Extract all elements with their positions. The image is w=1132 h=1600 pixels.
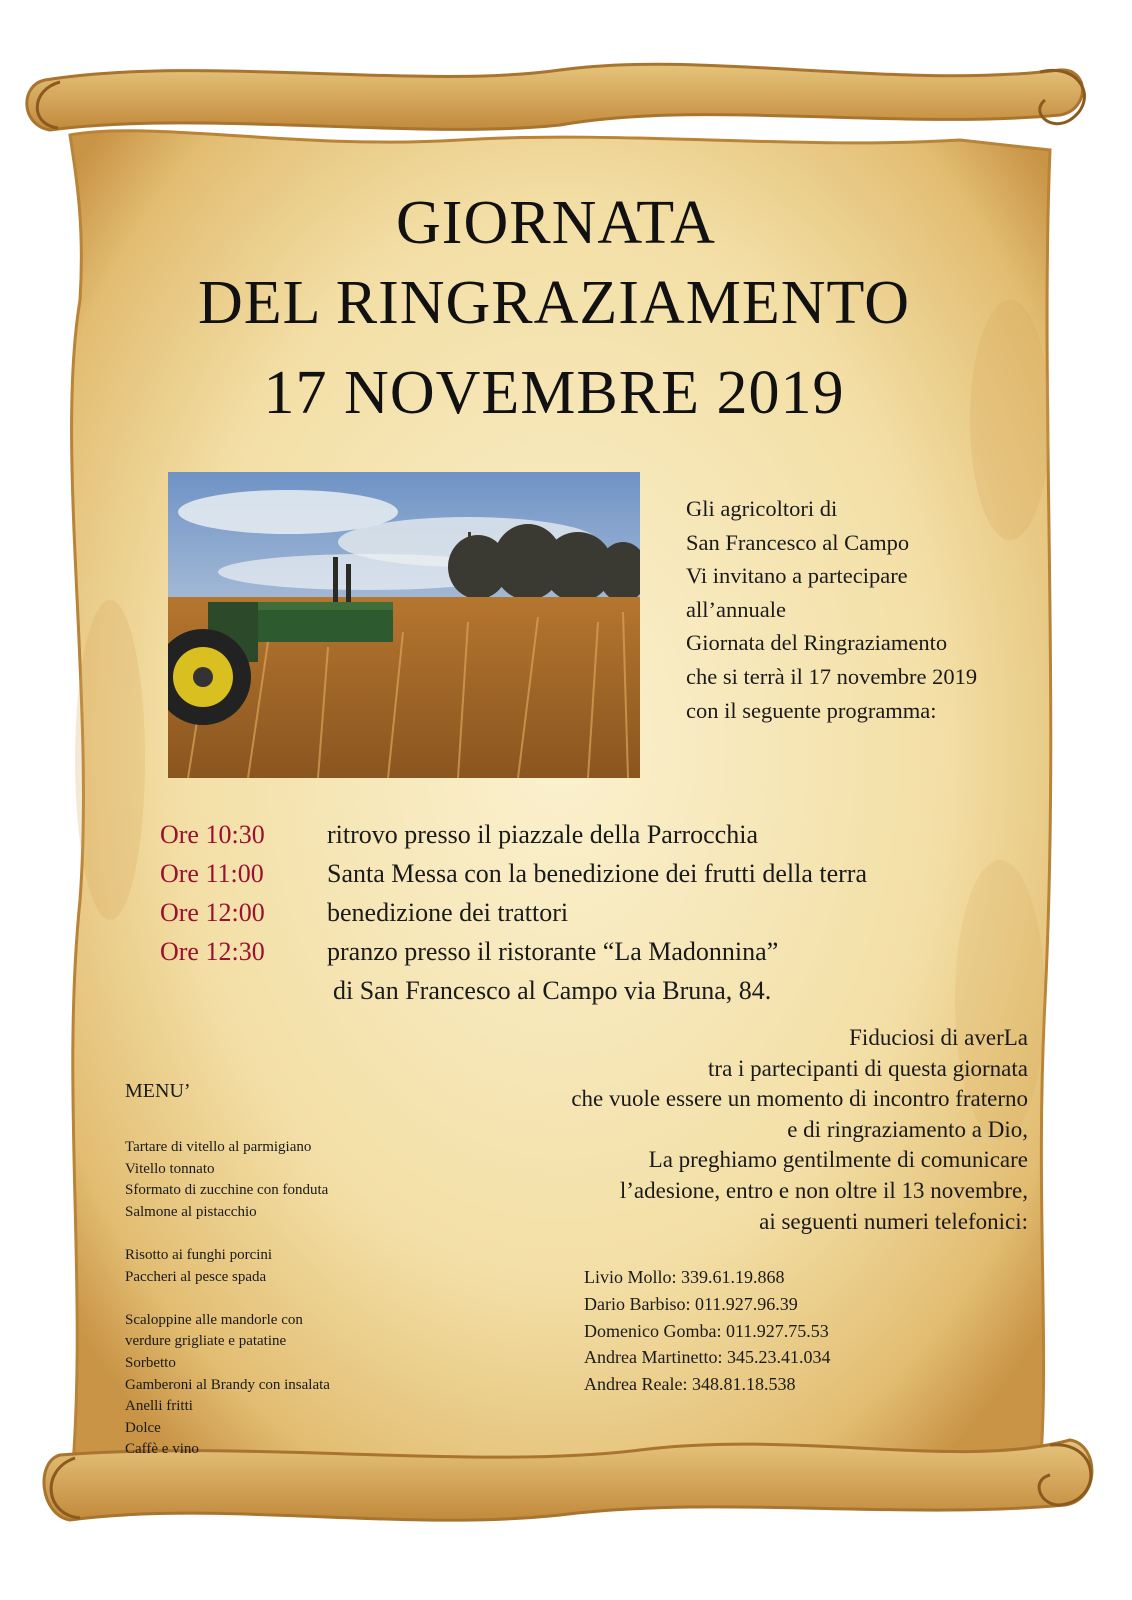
menu-item: Dolce — [125, 1419, 161, 1436]
program-row — [160, 932, 867, 971]
intro-line: San Francesco al Campo — [686, 529, 910, 555]
intro-line: Vi invitano a partecipare — [686, 563, 908, 589]
program-row — [160, 893, 867, 932]
menu-item: verdure grigliate e patatine — [125, 1333, 287, 1350]
title-line-1: GIORNATA — [396, 189, 716, 257]
menu-item: Caffè e vino — [125, 1441, 199, 1458]
tractor-field-photo — [168, 472, 640, 778]
menu-item: Salmone al pistacchio — [125, 1203, 257, 1220]
program-activity: ritrovo presso il piazzale della Parrocchia — [327, 820, 758, 849]
closing-line: e di ringraziamento a Dio, — [787, 1116, 1028, 1142]
menu-item: Scaloppine alle mandorle con — [125, 1311, 303, 1328]
contact-item: Domenico Gomba: 011.927.75.53 — [584, 1320, 829, 1341]
closing-line: ai seguenti numeri telefonici: — [759, 1208, 1028, 1234]
program-address: di San Francesco al Campo via Bruna, 84. — [333, 976, 772, 1005]
closing-text — [571, 1023, 1028, 1237]
program-time: Ore 12:00 — [160, 898, 265, 927]
menu-list — [125, 1137, 330, 1461]
program-schedule — [160, 815, 867, 1010]
intro-line: che si terrà il 17 novembre 2019 — [686, 663, 978, 689]
program-time: Ore 12:30 — [160, 937, 265, 966]
closing-line: che vuole essere un momento di incontro fraterno — [571, 1086, 1028, 1112]
contact-item: Andrea Reale: 348.81.18.538 — [584, 1374, 796, 1395]
menu-title: MENU’ — [125, 1080, 191, 1102]
title-date: 17 NOVEMBRE 2019 — [263, 359, 845, 427]
program-activity: Santa Messa con la benedizione dei frutti della terra — [327, 859, 868, 888]
intro-line: con il seguente programma: — [686, 697, 937, 723]
title-line-2: DEL RINGRAZIAMENTO — [198, 269, 910, 337]
intro-text — [686, 492, 977, 727]
menu-item: Sformato di zucchine con fonduta — [125, 1182, 329, 1199]
closing-line: tra i partecipanti di questa giornata — [708, 1055, 1028, 1081]
contact-list — [584, 1264, 830, 1398]
menu-item: Risotto ai funghi porcini — [125, 1246, 273, 1263]
menu-item: Sorbetto — [125, 1354, 176, 1371]
contact-item: Dario Barbiso: 011.927.96.39 — [584, 1293, 798, 1314]
menu-item: Vitello tonnato — [125, 1160, 215, 1177]
menu-item: Gamberoni al Brandy con insalata — [125, 1376, 330, 1393]
contact-item: Andrea Martinetto: 345.23.41.034 — [584, 1347, 831, 1368]
menu-item: Anelli fritti — [125, 1398, 193, 1415]
closing-line: Fiduciosi di averLa — [849, 1025, 1028, 1050]
program-time: Ore 10:30 — [160, 820, 265, 849]
intro-line: Giornata del Ringraziamento — [686, 630, 948, 656]
intro-line: Gli agricoltori di — [686, 496, 838, 521]
contact-item: Livio Mollo: 339.61.19.868 — [584, 1267, 785, 1287]
intro-line: all’annuale — [686, 596, 786, 622]
closing-line: La preghiamo gentilmente di comunicare — [648, 1147, 1028, 1173]
program-activity: pranzo presso il ristorante “La Madonnina” — [327, 937, 779, 966]
program-row — [160, 815, 867, 854]
closing-line: l’adesione, entro e non oltre il 13 novembre, — [619, 1177, 1028, 1203]
program-row — [160, 854, 867, 893]
program-activity: benedizione dei trattori — [327, 898, 569, 927]
menu-item: Tartare di vitello al parmigiano — [125, 1139, 312, 1155]
program-time: Ore 11:00 — [160, 859, 264, 888]
menu-item: Paccheri al pesce spada — [125, 1268, 267, 1285]
